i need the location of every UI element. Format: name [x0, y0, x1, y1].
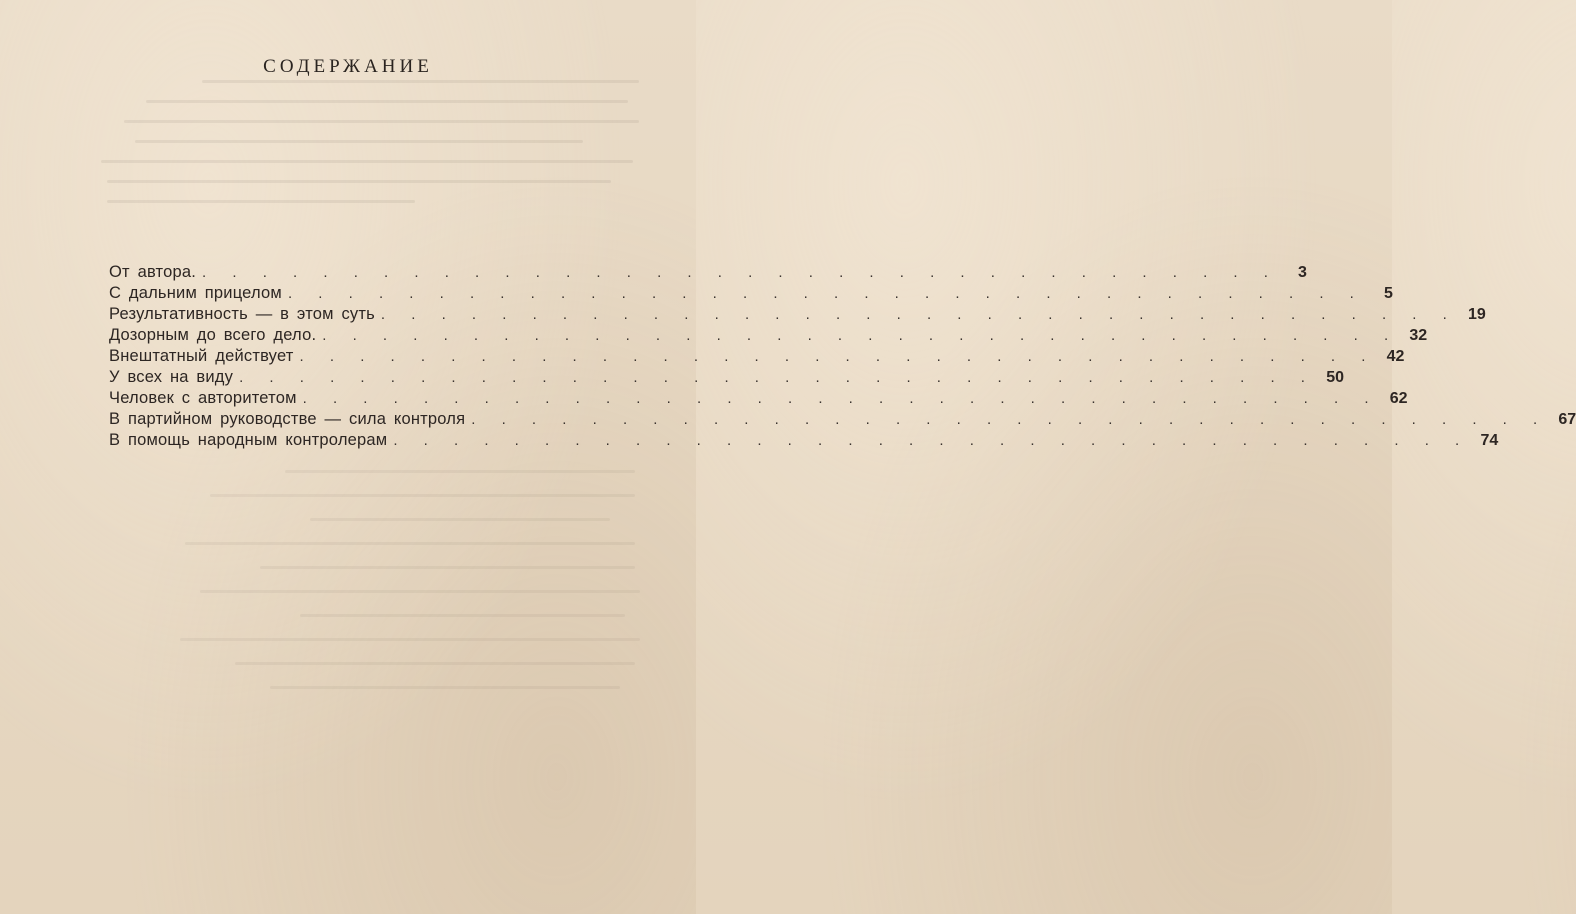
toc-entry-page: 3 — [1298, 264, 1307, 281]
contents-heading: СОДЕРЖАНИЕ — [263, 56, 433, 77]
toc-entry-title: Результативность — в этом суть — [109, 305, 375, 323]
toc-entry[interactable] — [109, 410, 1576, 431]
toc-entry-title: В помощь народным контролерам — [109, 431, 388, 449]
dot-leader: . . . . . . . . . . . . . . . . . . . . . . . . . . . . . . . . . . . . — [322, 327, 1400, 344]
toc-entry[interactable] — [109, 326, 1428, 347]
toc-entry-title: Дозорным до всего дело. — [109, 326, 317, 344]
toc-entry-page: 62 — [1389, 390, 1408, 407]
dot-leader: . . . . . . . . . . . . . . . . . . . . . . . . . . . . . . . . . . . . — [302, 390, 1380, 407]
toc-entry-page: 19 — [1468, 306, 1486, 323]
dot-leader: . . . . . . . . . . . . . . . . . . . . . . . . . . . . . . . . . . . . — [299, 348, 1377, 365]
dot-leader: . . . . . . . . . . . . . . . . . . . . . . . . . . . . . . . . . . . . — [202, 264, 1279, 281]
table-of-contents — [109, 263, 1576, 452]
toc-entry-title: Внештатный действует — [109, 347, 294, 365]
toc-entry-page: 42 — [1386, 348, 1405, 365]
toc-entry[interactable] — [109, 347, 1405, 368]
dot-leader: . . . . . . . . . . . . . . . . . . . . . . . . . . . . . . . . . . . . — [287, 285, 1365, 302]
toc-entry-page: 74 — [1480, 432, 1499, 449]
toc-entry[interactable] — [109, 368, 1344, 389]
bleed-through-text-bottom — [160, 470, 660, 830]
toc-entry-page: 5 — [1383, 285, 1393, 302]
toc-entry[interactable] — [109, 389, 1408, 410]
toc-entry-page: 67 — [1558, 411, 1576, 428]
toc-entry[interactable] — [109, 305, 1486, 326]
toc-entry-title: С дальним прицелом — [109, 284, 282, 302]
toc-entry[interactable] — [109, 284, 1393, 305]
toc-entry-title: От автора. — [109, 263, 197, 281]
dot-leader: . . . . . . . . . . . . . . . . . . . . . . . . . . . . . . . . . . . . — [380, 306, 1458, 323]
toc-entry-page: 50 — [1326, 369, 1344, 386]
dot-leader: . . . . . . . . . . . . . . . . . . . . . . . . . . . . . . . . . . . . — [393, 432, 1471, 449]
bleed-through-text-top — [90, 80, 650, 240]
toc-entry[interactable] — [109, 431, 1499, 452]
toc-entry-title: У всех на виду — [109, 368, 234, 386]
toc-entry-page: 32 — [1409, 327, 1428, 344]
toc-entry-title: В партийном руководстве — сила контроля — [109, 410, 466, 428]
dot-leader: . . . . . . . . . . . . . . . . . . . . . . . . . . . . . . . . . . . . — [239, 369, 1316, 386]
toc-entry[interactable] — [109, 263, 1307, 284]
toc-entry-title: Человек с авторитетом — [109, 389, 297, 407]
dot-leader: . . . . . . . . . . . . . . . . . . . . . . . . . . . . . . . . . . . . — [471, 411, 1549, 428]
